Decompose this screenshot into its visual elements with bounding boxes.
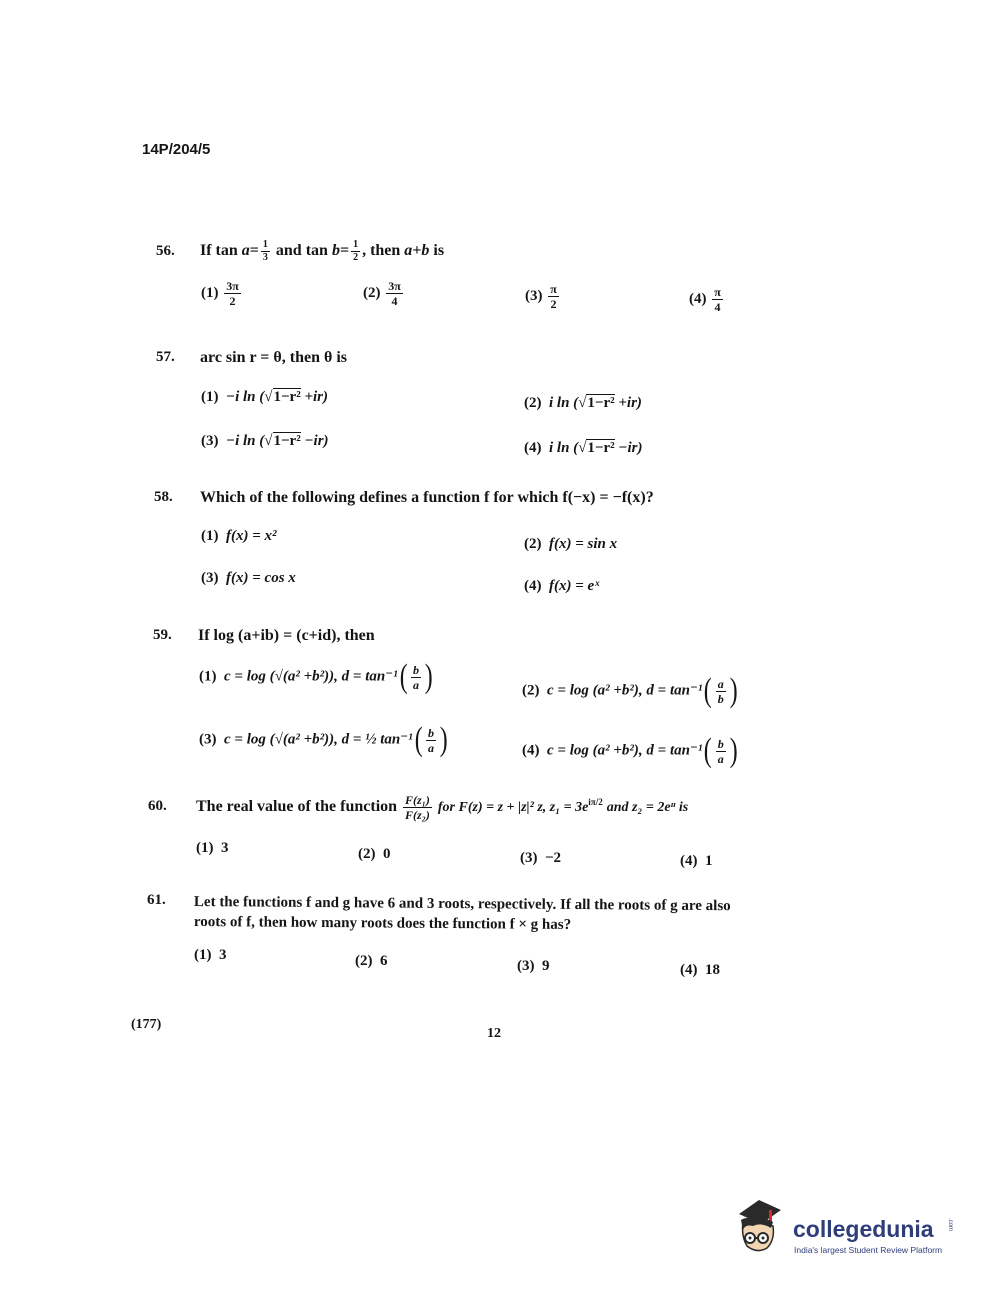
question-text: If tan a= $\frac{1}{3}$ and tan b= $\frac{1}{2}$ , then a+b is [200, 239, 445, 263]
logo-wordmark: collegedunia [793, 1216, 934, 1242]
option-4: (4) $\frac{\pi}{4}$ [689, 285, 721, 314]
option-4: (4) f(x) = eˣ [524, 578, 600, 594]
option-1: (1) c = log (√(a² +b²)), d = tan⁻¹ ( $\frac{b}{a}$ ) [199, 658, 433, 695]
option-3: (3) $\frac{\pi}{2}$ [525, 282, 557, 311]
option-4: (4) i ln (√1−r² −ir) [524, 440, 643, 456]
question-text-line1: Let the functions f and g have 6 and 3 roots, respectively. If all the roots of g are also [193, 894, 731, 915]
fraction: $\frac{1}{3}$ [262, 239, 268, 263]
option-3: (3) −2 [520, 850, 562, 866]
question-number: 58. [154, 489, 173, 505]
question-text: The real value of the function $\frac{\text{F(z₁)}}{\text{F(z₂)}}$ for F(z) = z + |z|² z, $z_1 = 3e^{i\pi/2}$ and z₂ = 2eᶦᶦ is [196, 793, 689, 822]
footer-code: (177) [131, 1017, 162, 1032]
fraction: $\frac{1}{2}$ [353, 239, 359, 263]
option-3: (3) c = log (√(a² +b²)), d = ½ tan⁻¹ ( $\frac{b}{a}$ ) [199, 721, 448, 758]
option-2: (2) i ln (√1−r² +ir) [524, 395, 642, 411]
logo-tagline: India's largest Student Review Platform [794, 1245, 943, 1255]
question-number: 57. [156, 349, 175, 365]
option-1: (1) f(x) = x² [201, 528, 277, 544]
option-2: (2) f(x) = sin x [524, 536, 618, 552]
logo-com: .com [947, 1218, 953, 1232]
option-4: (4) c = log (a² +b²), d = tan⁻¹ ( $\frac{b}{a}$ ) [522, 732, 738, 769]
question-number: 59. [153, 627, 172, 643]
option-1: (1) 3 [196, 840, 229, 856]
question-number: 60. [148, 798, 167, 814]
paper-code: 14P/204/5 [142, 141, 211, 158]
question-text: If log (a+ib) = (c+id), then [198, 627, 375, 644]
option-4: (4) 18 [680, 962, 720, 978]
option-2: (2) $\frac{3\pi}{4}$ [363, 279, 401, 308]
question-number: 56. [156, 243, 175, 259]
option-2: (2) 0 [358, 846, 391, 862]
mascot-icon [733, 1196, 795, 1262]
option-3: (3) 9 [517, 958, 550, 974]
option-2: (2) 6 [355, 953, 388, 969]
question-number: 61. [147, 892, 166, 908]
option-4: (4) 1 [680, 853, 713, 869]
option-3: (3) −i ln (√1−r² −ir) [201, 433, 329, 449]
option-2: (2) c = log (a² +b²), d = tan⁻¹ ( $\frac{a}{b}$ ) [522, 672, 738, 709]
question-text: arc sin r = θ, then θ is [200, 349, 348, 366]
question-text-line2: roots of f, then how many roots does the function f × g has? [193, 914, 572, 933]
page-number: 12 [487, 1026, 501, 1041]
question-text: Which of the following defines a function f for which f(−x) = −f(x)? [200, 489, 654, 506]
option-1: (1) $\frac{3\pi}{2}$ [201, 279, 239, 308]
option-1: (1) −i ln (√1−r² +ir) [201, 389, 329, 405]
collegedunia-logo [733, 1196, 963, 1266]
option-3: (3) f(x) = cos x [201, 570, 296, 586]
option-1: (1) 3 [194, 947, 227, 963]
